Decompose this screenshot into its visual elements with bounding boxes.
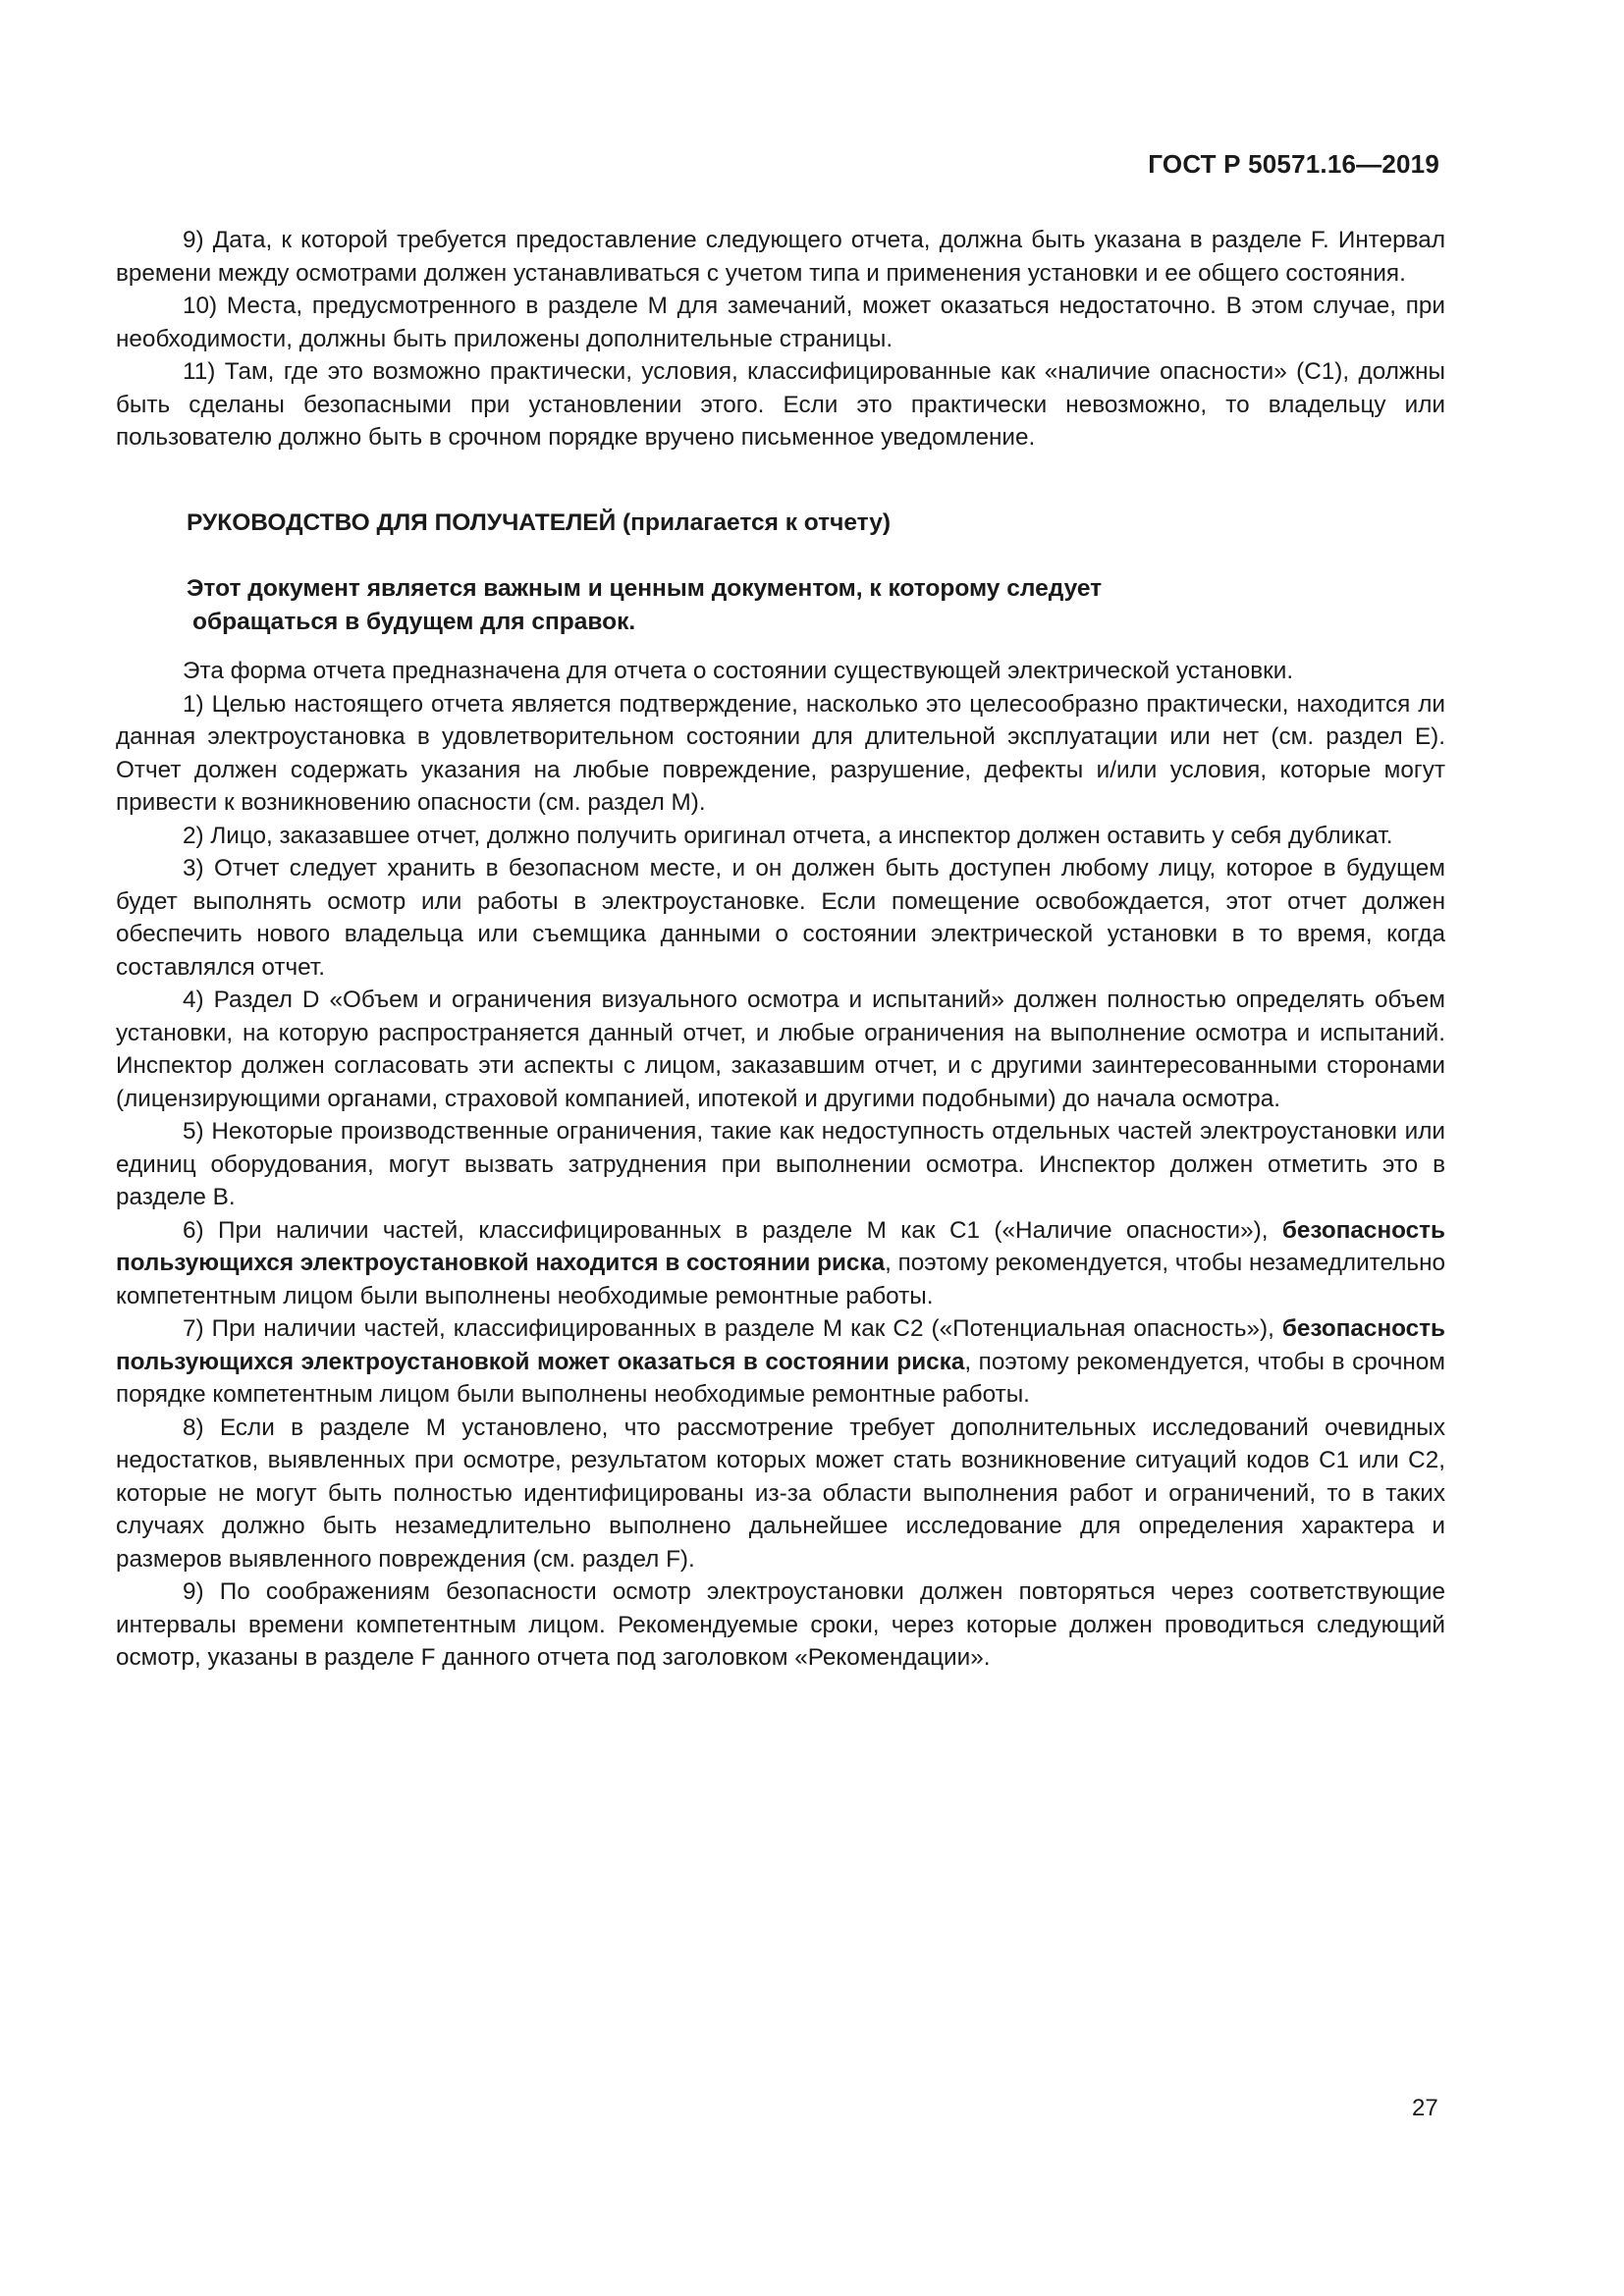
document-standard-id: ГОСТ Р 50571.16—2019	[1148, 149, 1439, 179]
notice-line-1: Этот документ является важным и ценным документом, к которому следует	[187, 575, 1103, 602]
important-document-notice	[116, 572, 1326, 638]
guide-item-3: 3) Отчет следует хранить в безопасном месте, и он должен быть доступен любому лицу, которое в будущем будет выполнять осмотр или работы в электроустановке. Если помещение освобождается, этот отчет должен обеспечить нового владельца или съемщика данными о состоянии электрической установки в то время, когда составлялся отчет.	[116, 855, 1445, 981]
item-7-text-start: 7) При наличии частей, классифицированных в разделе M как C2 («Потенциальная опасность»),	[183, 1315, 1282, 1342]
guide-item-7	[116, 1312, 1445, 1412]
guide-item-1: 1) Целью настоящего отчета является подтверждение, насколько это целесообразно практически, находится ли данная электроустановка в удовлетворительном состоянии для длительной эксплуатации или нет (см. раздел E). Отчет должен содержать указания на любые повреждение, разрушение, дефекты и/или условия, которые могут привести к возникновению опасности (см. раздел M).	[116, 690, 1445, 816]
guide-item-5: 5) Некоторые производственные ограничения, такие как недоступность отдельных частей электроустановки или единиц оборудования, могут вызвать затруднения при выполнении осмотра. Инспектор должен отметить это в разделе B.	[116, 1118, 1445, 1210]
guide-item-8: 8) Если в разделе M установлено, что рассмотрение требует дополнительных исследований очевидных недостатков, выявленных при осмотре, результатом которых может стать возникновение ситуаций кодов C1 или C2, которые не могут быть полностью идентифицированы из-за области выполнения работ и ограничений, то в таких случаях должно быть незамедлительно выполнено дальнейшее исследование для определения характера и размеров выявленного повреждения (см. раздел F).	[116, 1414, 1445, 1573]
note-9: 9) Дата, к которой требуется предоставление следующего отчета, должна быть указана в разделе F. Интервал времени между осмотрами должен устанавливаться с учетом типа и применения установки и ее общего состояния.	[116, 227, 1445, 287]
note-10: 10) Места, предусмотренного в разделе M для замечаний, может оказаться недостаточно. В этом случае, при необходимости, должны быть приложены дополнительные страницы.	[116, 293, 1445, 352]
page-number: 27	[1412, 2095, 1438, 2121]
item-7-bold-warning: безопасность пользующихся электроустановкой может оказаться в состоянии риска	[116, 1315, 1445, 1375]
note-11: 11) Там, где это возможно практически, условия, классифицированные как «наличие опасности» (C1), должны быть сделаны безопасными при установлении этого. Если это практически невозможно, то владельцу или пользователю должно быть в срочном порядке вручено письменное уведомление.	[116, 358, 1445, 451]
guide-item-2: 2) Лицо, заказавшее отчет, должно получить оригинал отчета, а инспектор должен оставить у себя дубликат.	[183, 822, 1393, 849]
page-content	[116, 224, 1445, 1675]
guide-item-6	[116, 1214, 1445, 1313]
item-6-text-start: 6) При наличии частей, классифицированных в разделе M как C1 («Наличие опасности»),	[183, 1216, 1282, 1244]
notice-line-2: обращаться в будущем для справок.	[192, 608, 636, 635]
item-7-text-end: , поэтому рекомендуется, чтобы в срочном порядке компетентным лицом были выполнены необходимые ремонтные работы.	[116, 1348, 1445, 1408]
section-title: РУКОВОДСТВО ДЛЯ ПОЛУЧАТЕЛЕЙ (прилагается к отчету)	[187, 508, 892, 536]
guide-item-4: 4) Раздел D «Объем и ограничения визуального осмотра и испытаний» должен полностью определять объем установки, на которую распространяется данный отчет, и любые ограничения на выполнение осмотра и испытаний. Инспектор должен согласовать эти аспекты с лицом, заказавшим отчет, и с другими заинтересованными сторонами (лицензирующими органами, страховой компанией, ипотекой и другими подобными) до начала осмотра.	[116, 987, 1445, 1112]
item-6-bold-warning: безопасность пользующихся электроустановкой находится в состоянии риска	[116, 1216, 1445, 1276]
item-6-text-end: , поэтому рекомендуется, чтобы незамедлительно компетентным лицом были выполнены необходимые ремонтные работы.	[116, 1250, 1446, 1309]
guide-item-9: 9) По соображениям безопасности осмотр электроустановки должен повторяться через соответствующие интервалы времени компетентным лицом. Рекомендуемые сроки, через которые должен проводиться следующий осмотр, указаны в разделе F данного отчета под заголовком «Рекомендации».	[116, 1578, 1445, 1671]
guide-lead: Эта форма отчета предназначена для отчета о состоянии существующей электрической установки.	[183, 658, 1294, 684]
